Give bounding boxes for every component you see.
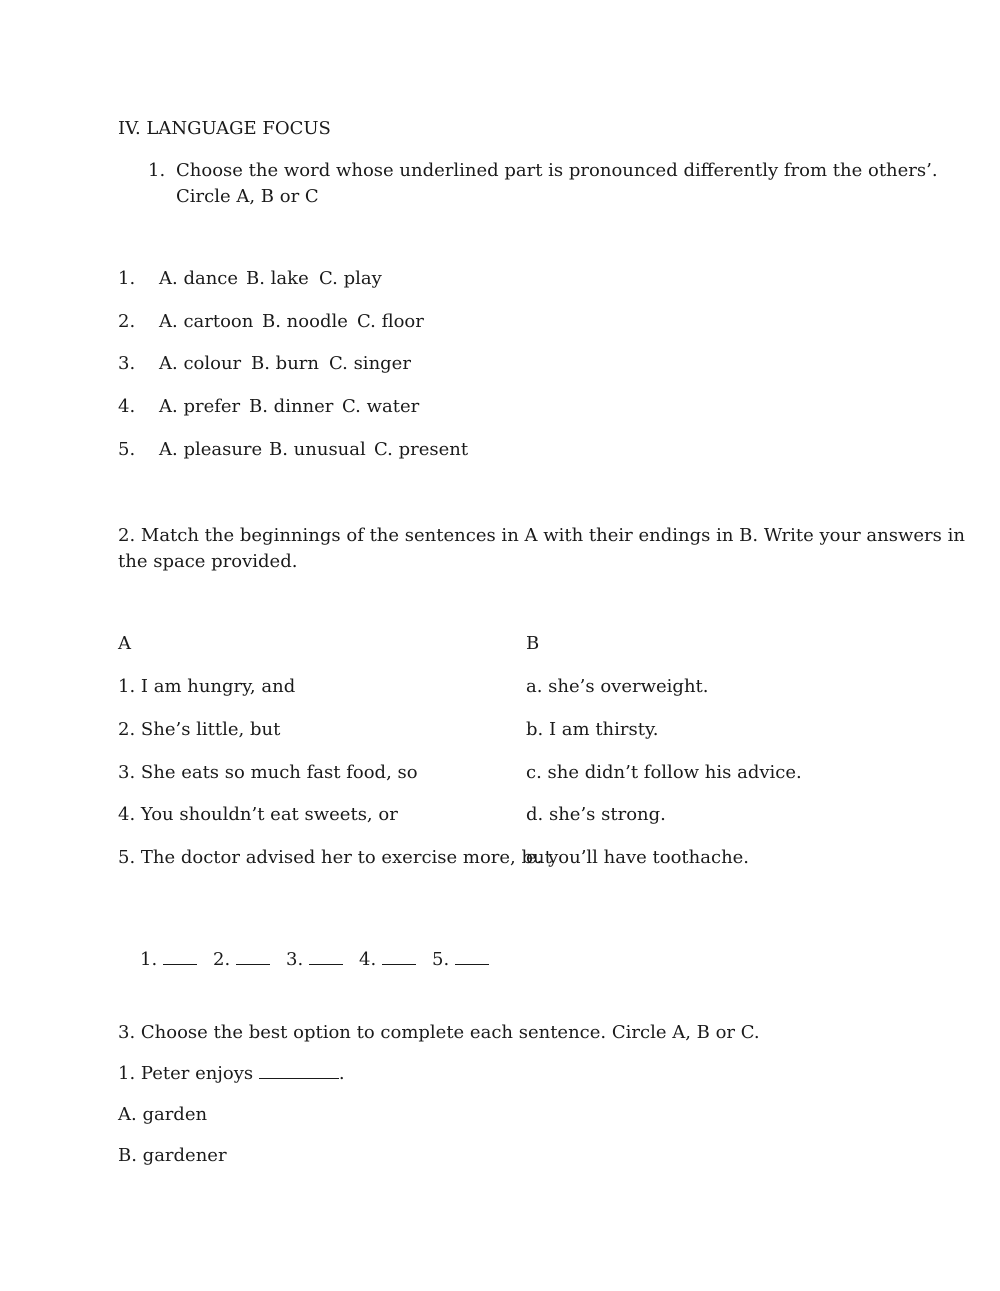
section1-instruction-line1: Choose the word whose underlined part is pronounced differently from the others’. <box>176 160 938 181</box>
answer-slot[interactable] <box>359 947 416 973</box>
column-a-item: 2. She’s little, but <box>118 719 281 740</box>
section1-number: 1. <box>148 160 166 181</box>
section-heading: IV. LANGUAGE FOCUS <box>118 118 331 139</box>
option-c[interactable]: C. floor <box>357 311 424 332</box>
option-a[interactable]: A. prefer <box>159 396 241 417</box>
option-c[interactable]: C. singer <box>329 353 411 374</box>
answer-label: 1. <box>140 949 158 970</box>
answer-label: 5. <box>432 949 450 970</box>
option-a[interactable]: A. colour <box>159 353 242 374</box>
column-b-item: c. she didn’t follow his advice. <box>526 762 802 783</box>
answer-slot[interactable] <box>213 947 270 973</box>
option-b[interactable]: B. burn <box>251 353 319 374</box>
answer-blank[interactable] <box>163 948 197 965</box>
question-1-end: . <box>338 1063 345 1084</box>
option-a[interactable]: A. cartoon <box>159 311 254 332</box>
item-number: 3. <box>118 353 136 374</box>
question-1-option-b[interactable]: B. gardener <box>118 1145 227 1166</box>
section1-instruction-line2: Circle A, B or C <box>176 186 319 207</box>
item-number: 4. <box>118 396 136 417</box>
item-number: 1. <box>118 268 136 289</box>
section2-instruction-line1: 2. Match the beginnings of the sentences in A with their endings in B. Write your answers in <box>118 525 965 546</box>
option-b[interactable]: B. noodle <box>262 311 348 332</box>
option-a[interactable]: A. dance <box>159 268 239 289</box>
section2-instruction-line2: the space provided. <box>118 551 298 572</box>
answer-label: 2. <box>213 949 231 970</box>
column-a-item: 4. You shouldn’t eat sweets, or <box>118 804 398 825</box>
answer-label: 3. <box>286 949 304 970</box>
column-b-item: d. she’s strong. <box>526 804 666 825</box>
option-b[interactable]: B. dinner <box>249 396 334 417</box>
column-a-item: 1. I am hungry, and <box>118 676 296 697</box>
question-1-option-a[interactable]: A. garden <box>118 1104 208 1125</box>
column-b-header: B <box>526 633 540 654</box>
option-b[interactable]: B. lake <box>246 268 309 289</box>
question-1-blank[interactable] <box>259 1062 339 1079</box>
column-a-header: A <box>118 633 131 654</box>
answer-blank[interactable] <box>455 948 489 965</box>
section3-instruction: 3. Choose the best option to complete each sentence. Circle A, B or C. <box>118 1022 760 1043</box>
option-c[interactable]: C. play <box>319 268 382 289</box>
answer-blank[interactable] <box>236 948 270 965</box>
option-c[interactable]: C. present <box>374 439 469 460</box>
answer-slot[interactable] <box>140 947 197 973</box>
option-c[interactable]: C. water <box>342 396 420 417</box>
answer-label: 4. <box>359 949 377 970</box>
question-1-text: 1. Peter enjoys <box>118 1063 254 1084</box>
column-b-item: b. I am thirsty. <box>526 719 659 740</box>
question-1 <box>118 1061 345 1087</box>
option-a[interactable]: A. pleasure <box>159 439 263 460</box>
column-a-item: 5. The doctor advised her to exercise more, but <box>118 847 552 868</box>
answer-slot[interactable] <box>286 947 343 973</box>
answer-blank[interactable] <box>309 948 343 965</box>
answer-blank[interactable] <box>382 948 416 965</box>
item-number: 2. <box>118 311 136 332</box>
column-b-item: e. you’ll have toothache. <box>526 847 750 868</box>
item-number: 5. <box>118 439 136 460</box>
option-b[interactable]: B. unusual <box>269 439 366 460</box>
column-b-item: a. she’s overweight. <box>526 676 709 697</box>
column-a-item: 3. She eats so much fast food, so <box>118 762 418 783</box>
answer-slot[interactable] <box>432 947 489 973</box>
